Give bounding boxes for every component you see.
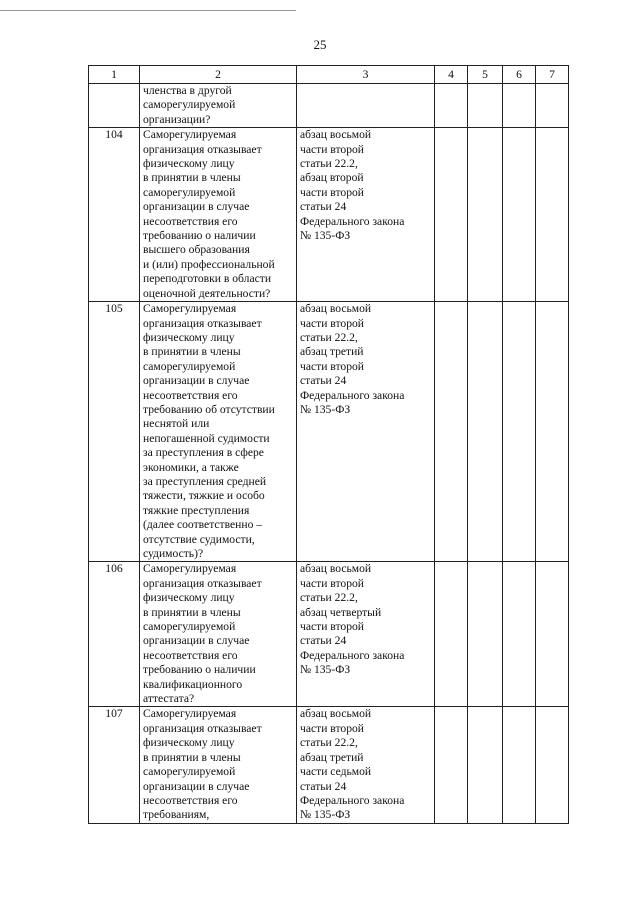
table-row [89, 707, 569, 823]
reference-line: части второй [300, 142, 364, 156]
answer-cell-col-4 [435, 562, 468, 707]
question-line: саморегулируемой [143, 98, 236, 112]
answer-cell-col-7 [536, 302, 569, 562]
answer-cell-col-7 [536, 128, 569, 302]
question-line: физическому лицу [143, 330, 235, 344]
reference-line: № 135-ФЗ [300, 808, 351, 822]
reference-line: абзац второй [300, 171, 364, 185]
question-line: несоответствия его [143, 793, 238, 807]
reference-line: части второй [300, 359, 364, 373]
column-header-4: 4 [435, 66, 468, 84]
question-line: саморегулируемой [143, 359, 236, 373]
answer-cell-col-6 [503, 302, 536, 562]
question-line: Саморегулируемая [143, 302, 237, 316]
reference-line: абзац третий [300, 750, 364, 764]
question-line: переподготовки в области [143, 272, 272, 286]
question-line: отсутствие судимости, [143, 532, 255, 546]
legal-reference [297, 84, 435, 128]
reference-line: части второй [300, 316, 364, 330]
requirement-question [140, 562, 297, 707]
question-line: в принятии в члены [143, 605, 241, 619]
requirement-question [140, 128, 297, 302]
question-line: физическому лицу [143, 736, 235, 750]
row-number: 105 [89, 302, 140, 562]
question-line: и (или) профессиональной [143, 257, 275, 271]
row-number [89, 84, 140, 128]
question-line: судимость)? [143, 547, 204, 560]
reference-line: статьи 24 [300, 374, 347, 388]
column-header-2: 2 [140, 66, 297, 84]
reference-line: Федерального закона [300, 648, 405, 662]
question-line: организации в случае [143, 779, 250, 793]
reference-line: части седьмой [300, 765, 372, 779]
question-line: саморегулируемой [143, 620, 236, 634]
column-header-3: 3 [297, 66, 435, 84]
reference-line: абзац третий [300, 345, 364, 359]
reference-line: части второй [300, 620, 364, 634]
row-number: 106 [89, 562, 140, 707]
answer-cell-col-7 [536, 707, 569, 823]
reference-line: № 135-ФЗ [300, 402, 351, 416]
reference-line: Федерального закона [300, 388, 405, 402]
reference-line: № 135-ФЗ [300, 663, 351, 677]
reference-line: статьи 22.2, [300, 591, 358, 605]
question-line: организация отказывает [143, 721, 262, 735]
question-line: требованию об отсутствии [143, 402, 275, 416]
question-line: (далее соответственно – [143, 518, 263, 532]
question-line: в принятии в члены [143, 345, 241, 359]
reference-line: статьи 24 [300, 634, 347, 648]
question-line: несоответствия его [143, 648, 238, 662]
requirement-question [140, 84, 297, 128]
answer-cell-col-6 [503, 562, 536, 707]
reference-line: абзац четвертый [300, 605, 382, 619]
question-line: за преступления средней [143, 474, 267, 488]
reference-line: Федерального закона [300, 214, 405, 228]
legal-reference [297, 707, 435, 823]
reference-line: абзац восьмой [300, 302, 372, 316]
question-line: членства в другой [143, 84, 232, 97]
table-header-row [89, 66, 569, 84]
legal-reference [297, 302, 435, 562]
table-row [89, 128, 569, 302]
checklist-table [88, 65, 569, 824]
answer-cell-col-4 [435, 128, 468, 302]
row-number: 107 [89, 707, 140, 823]
answer-cell-col-6 [503, 84, 536, 128]
column-header-5: 5 [468, 66, 503, 84]
reference-line: части второй [300, 576, 364, 590]
answer-cell-col-5 [468, 84, 503, 128]
table-body [89, 84, 569, 824]
question-line: квалификационного [143, 677, 243, 691]
question-line: саморегулируемой [143, 765, 236, 779]
question-line: требованию о наличии [143, 663, 256, 677]
question-line: Саморегулируемая [143, 128, 237, 142]
question-line: требованиям, [143, 808, 210, 822]
table-row [89, 302, 569, 562]
question-line: аттестата? [143, 692, 195, 706]
reference-line: части второй [300, 721, 364, 735]
question-line: несоответствия его [143, 388, 238, 402]
reference-line: статьи 22.2, [300, 736, 358, 750]
question-line: физическому лицу [143, 157, 235, 171]
answer-cell-col-5 [468, 128, 503, 302]
table-row [89, 562, 569, 707]
table-row [89, 84, 569, 128]
question-line: саморегулируемой [143, 185, 236, 199]
answer-cell-col-5 [468, 707, 503, 823]
question-line: организации в случае [143, 200, 250, 214]
reference-line: статьи 24 [300, 200, 347, 214]
question-line: высшего образования [143, 243, 250, 257]
column-header-6: 6 [503, 66, 536, 84]
answer-cell-col-6 [503, 707, 536, 823]
legal-reference [297, 562, 435, 707]
question-line: за преступления в сфере [143, 446, 264, 460]
question-line: Саморегулируемая [143, 707, 237, 721]
page-number: 25 [313, 37, 327, 52]
answer-cell-col-7 [536, 84, 569, 128]
scan-edge-line [0, 0, 296, 11]
reference-line: статьи 22.2, [300, 330, 358, 344]
question-line: тяжкие преступления [143, 503, 250, 517]
answer-cell-col-5 [468, 562, 503, 707]
question-line: несоответствия его [143, 214, 238, 228]
question-line: неснятой или [143, 417, 210, 431]
reference-line: части второй [300, 185, 364, 199]
answer-cell-col-6 [503, 128, 536, 302]
reference-line: абзац восьмой [300, 707, 372, 721]
question-line: организации? [143, 112, 211, 126]
reference-line: статьи 24 [300, 779, 347, 793]
question-line: организации в случае [143, 374, 250, 388]
answer-cell-col-5 [468, 302, 503, 562]
row-number: 104 [89, 128, 140, 302]
question-line: требованию о наличии [143, 229, 256, 243]
question-line: тяжести, тяжкие и особо [143, 489, 265, 503]
question-line: физическому лицу [143, 591, 235, 605]
reference-line: абзац восьмой [300, 128, 372, 142]
question-line: организации в случае [143, 634, 250, 648]
question-line: Саморегулируемая [143, 562, 237, 576]
answer-cell-col-7 [536, 562, 569, 707]
requirement-question [140, 302, 297, 562]
column-header-1: 1 [89, 66, 140, 84]
question-line: экономики, а также [143, 460, 239, 474]
question-line: организация отказывает [143, 576, 262, 590]
question-line: организация отказывает [143, 316, 262, 330]
question-line: в принятии в члены [143, 171, 241, 185]
question-line: в принятии в члены [143, 750, 241, 764]
answer-cell-col-4 [435, 707, 468, 823]
reference-line: № 135-ФЗ [300, 229, 351, 243]
answer-cell-col-4 [435, 84, 468, 128]
answer-cell-col-4 [435, 302, 468, 562]
legal-reference [297, 128, 435, 302]
question-line: непогашенной судимости [143, 431, 270, 445]
question-line: организация отказывает [143, 142, 262, 156]
requirement-question [140, 707, 297, 823]
column-header-7: 7 [536, 66, 569, 84]
reference-line: абзац восьмой [300, 562, 372, 576]
question-line: оценочной деятельности? [143, 286, 271, 300]
reference-line: Федерального закона [300, 793, 405, 807]
reference-line: статьи 22.2, [300, 157, 358, 171]
